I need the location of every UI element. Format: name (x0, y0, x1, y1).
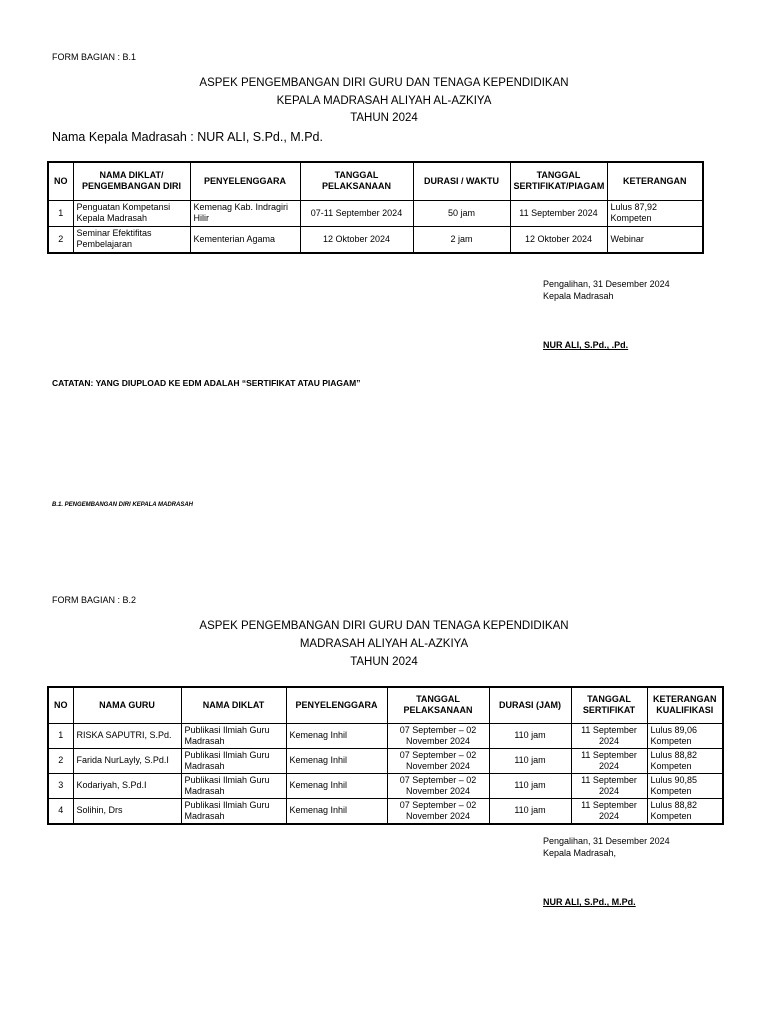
header-nama-diklat: NAMA DIKLAT/ PENGEMBANGAN DIRI (73, 162, 190, 200)
cell-durasi: 50 jam (413, 200, 510, 226)
cell-tanggal-pelaksanaan: 07 September – 02 November 2024 (387, 748, 489, 773)
cell-tanggal-sertifikat: 11 September 2024 (571, 773, 647, 798)
header-nama-diklat: NAMA DIKLAT (181, 687, 286, 723)
cell-no: 3 (48, 773, 73, 798)
header-durasi: DURASI / WAKTU (413, 162, 510, 200)
header-tanggal-sertifikat: TANGGAL SERTIFIKAT (571, 687, 647, 723)
cell-durasi: 2 jam (413, 226, 510, 253)
cell-nama-guru: RISKA SAPUTRI, S.Pd. (73, 723, 181, 748)
cell-tanggal-sertifikat: 11 September 2024 (571, 748, 647, 773)
title-line-1: ASPEK PENGEMBANGAN DIRI GURU DAN TENAGA KEPENDIDIKAN (199, 620, 569, 632)
header-penyelenggara: PENYELENGGARA (190, 162, 300, 200)
table-row (48, 773, 723, 798)
header-keterangan: KETERANGAN (607, 162, 703, 200)
cell-tanggal-sertifikat: 12 Oktober 2024 (510, 226, 607, 253)
cell-nama-diklat: Publikasi Ilmiah Guru Madrasah (181, 748, 286, 773)
cell-nama-diklat: Publikasi Ilmiah Guru Madrasah (181, 773, 286, 798)
table-b1 (47, 161, 704, 254)
cell-nama-diklat: Publikasi Ilmiah Guru Madrasah (181, 723, 286, 748)
cell-durasi: 110 jam (489, 798, 571, 824)
cell-penyelenggara: Kemenag Kab. Indragiri Hilir (190, 200, 300, 226)
cell-no: 1 (48, 200, 73, 226)
header-nama-guru: NAMA GURU (73, 687, 181, 723)
table-row (48, 226, 703, 253)
table-b2 (47, 686, 724, 825)
cell-no: 4 (48, 798, 73, 824)
cell-tanggal-pelaksanaan: 07 September – 02 November 2024 (387, 773, 489, 798)
header-no: NO (48, 687, 73, 723)
cell-keterangan: Lulus 87,92 Kompeten (607, 200, 703, 226)
cell-tanggal-sertifikat: 11 September 2024 (571, 723, 647, 748)
cell-penyelenggara: Kementerian Agama (190, 226, 300, 253)
table-row (48, 798, 723, 824)
title-line-3: TAHUN 2024 (350, 112, 418, 124)
cell-durasi: 110 jam (489, 723, 571, 748)
header-penyelenggara: PENYELENGGARA (286, 687, 387, 723)
title-line-3: TAHUN 2024 (350, 656, 418, 668)
cell-penyelenggara: Kemenag Inhil (286, 723, 387, 748)
note-catatan: CATATAN: YANG DIUPLOAD KE EDM ADALAH “SERTIFIKAT ATAU PIAGAM” (52, 378, 361, 388)
header-tanggal-pelaksanaan: TANGGAL PELAKSANAAN (387, 687, 489, 723)
place-date-b2: Pengalihan, 31 Desember 2024 (543, 836, 670, 846)
signer-b2: NUR ALI, S.Pd., M.Pd. (543, 897, 636, 907)
cell-keterangan: Lulus 88,82 Kompeten (647, 798, 723, 824)
header-durasi: DURASI (JAM) (489, 687, 571, 723)
cell-tanggal-sertifikat: 11 September 2024 (571, 798, 647, 824)
cell-no: 1 (48, 723, 73, 748)
table-header-row (48, 162, 703, 200)
headmaster-name: Nama Kepala Madrasah : NUR ALI, S.Pd., M.Pd. (52, 130, 323, 144)
cell-nama-diklat: Penguatan Kompetansi Kepala Madrasah (73, 200, 190, 226)
title-line-2: KEPALA MADRASAH ALIYAH AL-AZKIYA (276, 95, 492, 107)
cell-nama-diklat: Publikasi Ilmiah Guru Madrasah (181, 798, 286, 824)
title-line-2: MADRASAH ALIYAH AL-AZKIYA (299, 638, 469, 650)
cell-tanggal-pelaksanaan: 07 September – 02 November 2024 (387, 798, 489, 824)
position-b1: Kepala Madrasah (543, 291, 614, 301)
form-label-b1: FORM BAGIAN : B.1 (52, 52, 137, 62)
table-row (48, 723, 723, 748)
cell-penyelenggara: Kemenag Inhil (286, 798, 387, 824)
place-date-b1: Pengalihan, 31 Desember 2024 (543, 279, 670, 289)
cell-penyelenggara: Kemenag Inhil (286, 773, 387, 798)
cell-nama-guru: Solihin, Drs (73, 798, 181, 824)
cell-nama-guru: Farida NurLayly, S.Pd.I (73, 748, 181, 773)
table-header-row (48, 687, 723, 723)
header-keterangan-kualifikasi: KETERANGAN KUALIFIKASI (647, 687, 723, 723)
header-no: NO (48, 162, 73, 200)
cell-tanggal-sertifikat: 11 September 2024 (510, 200, 607, 226)
form-label-b2: FORM BAGIAN : B.2 (52, 595, 137, 605)
cell-tanggal-pelaksanaan: 07 September – 02 November 2024 (387, 723, 489, 748)
header-tanggal-pelaksanaan: TANGGAL PELAKSANAAN (300, 162, 413, 200)
cell-keterangan: Lulus 88,82 Kompeten (647, 748, 723, 773)
cell-tanggal-pelaksanaan: 12 Oktober 2024 (300, 226, 413, 253)
position-b2: Kepala Madrasah, (543, 848, 617, 858)
table-row (48, 200, 703, 226)
cell-no: 2 (48, 748, 73, 773)
cell-keterangan: Webinar (607, 226, 703, 253)
footer-caption: B.1. PENGEMBANGAN DIRI KEPALA MADRASAH (52, 502, 194, 508)
table-row (48, 748, 723, 773)
cell-keterangan: Lulus 90,85 Kompeten (647, 773, 723, 798)
header-tanggal-sertifikat: TANGGAL SERTIFIKAT/PIAGAM (510, 162, 607, 200)
cell-durasi: 110 jam (489, 748, 571, 773)
cell-keterangan: Lulus 89,06 Kompeten (647, 723, 723, 748)
signer-b1: NUR ALI, S.Pd., .Pd. (543, 340, 629, 350)
cell-nama-diklat: Seminar Efektifitas Pembelajaran (73, 226, 190, 253)
cell-penyelenggara: Kemenag Inhil (286, 748, 387, 773)
cell-no: 2 (48, 226, 73, 253)
cell-nama-guru: Kodariyah, S.Pd.I (73, 773, 181, 798)
cell-tanggal-pelaksanaan: 07-11 September 2024 (300, 200, 413, 226)
cell-durasi: 110 jam (489, 773, 571, 798)
title-line-1: ASPEK PENGEMBANGAN DIRI GURU DAN TENAGA KEPENDIDIKAN (199, 77, 569, 89)
